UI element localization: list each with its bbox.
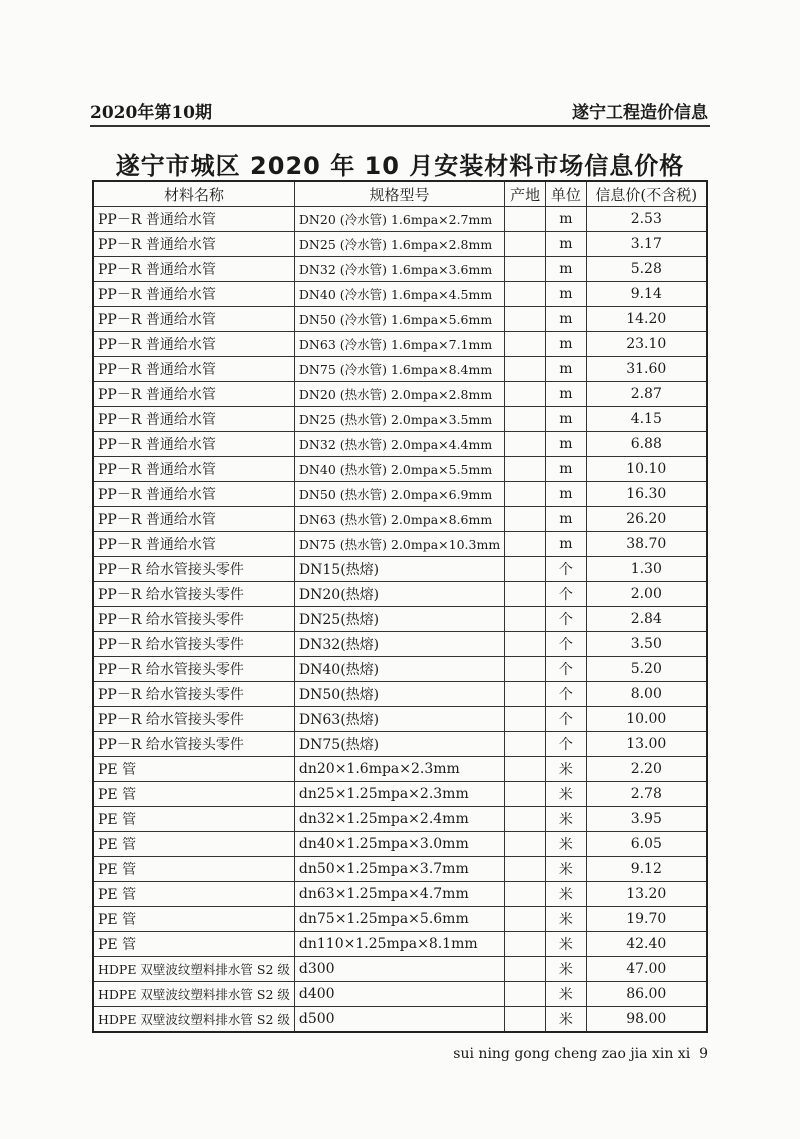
col-header-name: 材料名称: [93, 181, 294, 207]
table-row: [93, 207, 707, 232]
table-row: [93, 657, 707, 682]
cell-origin: [505, 657, 546, 682]
cell-spec: d400: [294, 982, 504, 1007]
table-row: [93, 907, 707, 932]
table-row: [93, 382, 707, 407]
cell-price: 47.00: [586, 957, 707, 982]
cell-price: 5.20: [586, 657, 707, 682]
table-row: [93, 607, 707, 632]
cell-unit: m: [546, 257, 586, 282]
cell-spec: DN50 (冷水管) 1.6mpa×5.6mm: [294, 307, 504, 332]
cell-material-name: PE 管: [93, 757, 294, 782]
cell-price: 9.14: [586, 282, 707, 307]
col-header-origin: 产地: [505, 181, 546, 207]
cell-origin: [505, 282, 546, 307]
cell-material-name: PP－R 普通给水管: [93, 457, 294, 482]
table-row: [93, 707, 707, 732]
cell-unit: m: [546, 407, 586, 432]
table-row: [93, 257, 707, 282]
cell-unit: m: [546, 207, 586, 232]
cell-price: 6.88: [586, 432, 707, 457]
table-row: [93, 757, 707, 782]
table-row: [93, 807, 707, 832]
cell-unit: 个: [546, 682, 586, 707]
cell-spec: DN40 (冷水管) 1.6mpa×4.5mm: [294, 282, 504, 307]
footer: [453, 1046, 708, 1062]
cell-spec: DN25 (冷水管) 1.6mpa×2.8mm: [294, 232, 504, 257]
cell-origin: [505, 532, 546, 557]
cell-price: 13.00: [586, 732, 707, 757]
footer-text: sui ning gong cheng zao jia xin xi: [453, 1046, 691, 1062]
cell-unit: m: [546, 482, 586, 507]
cell-material-name: HDPE 双壁波纹塑料排水管 S2 级: [93, 1007, 294, 1033]
cell-origin: [505, 707, 546, 732]
cell-unit: m: [546, 507, 586, 532]
cell-unit: 米: [546, 782, 586, 807]
cell-spec: DN75 (冷水管) 1.6mpa×8.4mm: [294, 357, 504, 382]
cell-material-name: PP－R 普通给水管: [93, 382, 294, 407]
cell-unit: m: [546, 232, 586, 257]
cell-unit: 米: [546, 957, 586, 982]
cell-material-name: PP－R 普通给水管: [93, 282, 294, 307]
cell-origin: [505, 432, 546, 457]
table-row: [93, 1007, 707, 1033]
cell-spec: DN50(热熔): [294, 682, 504, 707]
cell-material-name: PE 管: [93, 807, 294, 832]
cell-origin: [505, 932, 546, 957]
table-row: [93, 682, 707, 707]
cell-origin: [505, 607, 546, 632]
cell-unit: 个: [546, 657, 586, 682]
cell-price: 14.20: [586, 307, 707, 332]
cell-material-name: PE 管: [93, 882, 294, 907]
cell-spec: d300: [294, 957, 504, 982]
cell-origin: [505, 807, 546, 832]
cell-unit: 米: [546, 857, 586, 882]
cell-price: 98.00: [586, 1007, 707, 1033]
cell-material-name: PP－R 普通给水管: [93, 207, 294, 232]
cell-material-name: PP－R 给水管接头零件: [93, 557, 294, 582]
cell-origin: [505, 407, 546, 432]
cell-unit: 个: [546, 707, 586, 732]
cell-origin: [505, 332, 546, 357]
cell-origin: [505, 507, 546, 532]
cell-material-name: PE 管: [93, 857, 294, 882]
cell-spec: dn40×1.25mpa×3.0mm: [294, 832, 504, 857]
cell-unit: m: [546, 307, 586, 332]
table-row: [93, 782, 707, 807]
publication-name: 遂宁工程造价信息: [572, 103, 708, 123]
table-row: [93, 632, 707, 657]
cell-material-name: PP－R 普通给水管: [93, 357, 294, 382]
table-row: [93, 507, 707, 532]
cell-price: 3.50: [586, 632, 707, 657]
cell-unit: 米: [546, 932, 586, 957]
cell-unit: 米: [546, 907, 586, 932]
cell-origin: [505, 207, 546, 232]
cell-spec: dn75×1.25mpa×5.6mm: [294, 907, 504, 932]
cell-material-name: PP－R 给水管接头零件: [93, 657, 294, 682]
cell-spec: DN32 (冷水管) 1.6mpa×3.6mm: [294, 257, 504, 282]
cell-material-name: PP－R 普通给水管: [93, 507, 294, 532]
cell-unit: m: [546, 332, 586, 357]
cell-material-name: PP－R 给水管接头零件: [93, 707, 294, 732]
cell-unit: 米: [546, 807, 586, 832]
col-header-spec: 规格型号: [294, 181, 504, 207]
cell-unit: 个: [546, 732, 586, 757]
cell-price: 26.20: [586, 507, 707, 532]
table-row: [93, 407, 707, 432]
cell-material-name: PP－R 普通给水管: [93, 332, 294, 357]
price-table: [92, 180, 708, 1033]
cell-origin: [505, 582, 546, 607]
cell-price: 2.78: [586, 782, 707, 807]
table-row: [93, 357, 707, 382]
cell-spec: dn20×1.6mpa×2.3mm: [294, 757, 504, 782]
cell-unit: 米: [546, 832, 586, 857]
cell-origin: [505, 1007, 546, 1033]
cell-unit: m: [546, 432, 586, 457]
table-header-row: [93, 181, 707, 207]
table-row: [93, 982, 707, 1007]
cell-spec: DN25 (热水管) 2.0mpa×3.5mm: [294, 407, 504, 432]
cell-material-name: PP－R 给水管接头零件: [93, 682, 294, 707]
cell-price: 4.15: [586, 407, 707, 432]
cell-spec: DN75(热熔): [294, 732, 504, 757]
cell-material-name: PP－R 普通给水管: [93, 532, 294, 557]
table-row: [93, 282, 707, 307]
cell-material-name: PP－R 普通给水管: [93, 307, 294, 332]
cell-price: 3.95: [586, 807, 707, 832]
cell-material-name: PP－R 给水管接头零件: [93, 732, 294, 757]
table-row: [93, 882, 707, 907]
table-row: [93, 332, 707, 357]
cell-spec: DN15(热熔): [294, 557, 504, 582]
cell-spec: DN63 (热水管) 2.0mpa×8.6mm: [294, 507, 504, 532]
cell-price: 10.10: [586, 457, 707, 482]
cell-price: 9.12: [586, 857, 707, 882]
cell-material-name: PE 管: [93, 932, 294, 957]
cell-unit: 个: [546, 582, 586, 607]
issue-label: 2020年第10期: [90, 103, 212, 123]
cell-origin: [505, 832, 546, 857]
cell-spec: DN50 (热水管) 2.0mpa×6.9mm: [294, 482, 504, 507]
cell-price: 42.40: [586, 932, 707, 957]
cell-spec: dn32×1.25mpa×2.4mm: [294, 807, 504, 832]
cell-unit: m: [546, 532, 586, 557]
table-row: [93, 957, 707, 982]
cell-spec: DN40(热熔): [294, 657, 504, 682]
cell-material-name: PP－R 普通给水管: [93, 407, 294, 432]
cell-price: 13.20: [586, 882, 707, 907]
cell-material-name: HDPE 双壁波纹塑料排水管 S2 级: [93, 957, 294, 982]
cell-price: 6.05: [586, 832, 707, 857]
cell-price: 2.53: [586, 207, 707, 232]
page-number: 9: [699, 1046, 708, 1062]
cell-price: 1.30: [586, 557, 707, 582]
cell-unit: 米: [546, 757, 586, 782]
cell-origin: [505, 357, 546, 382]
cell-unit: 米: [546, 882, 586, 907]
cell-origin: [505, 482, 546, 507]
table-row: [93, 732, 707, 757]
cell-origin: [505, 457, 546, 482]
cell-material-name: PE 管: [93, 907, 294, 932]
table-row: [93, 307, 707, 332]
cell-price: 38.70: [586, 532, 707, 557]
table-row: [93, 582, 707, 607]
cell-spec: DN20 (热水管) 2.0mpa×2.8mm: [294, 382, 504, 407]
cell-unit: m: [546, 382, 586, 407]
cell-unit: m: [546, 457, 586, 482]
cell-spec: dn110×1.25mpa×8.1mm: [294, 932, 504, 957]
cell-origin: [505, 557, 546, 582]
table-row: [93, 532, 707, 557]
cell-unit: m: [546, 357, 586, 382]
table-row: [93, 432, 707, 457]
cell-price: 2.20: [586, 757, 707, 782]
cell-spec: DN32(热熔): [294, 632, 504, 657]
cell-price: 16.30: [586, 482, 707, 507]
cell-material-name: PP－R 普通给水管: [93, 432, 294, 457]
cell-origin: [505, 632, 546, 657]
cell-price: 86.00: [586, 982, 707, 1007]
cell-price: 8.00: [586, 682, 707, 707]
cell-unit: 个: [546, 632, 586, 657]
cell-unit: 米: [546, 1007, 586, 1033]
cell-spec: DN20 (冷水管) 1.6mpa×2.7mm: [294, 207, 504, 232]
table-row: [93, 482, 707, 507]
cell-spec: DN75 (热水管) 2.0mpa×10.3mm: [294, 532, 504, 557]
cell-origin: [505, 382, 546, 407]
table-row: [93, 457, 707, 482]
cell-spec: DN63(热熔): [294, 707, 504, 732]
cell-spec: DN63 (冷水管) 1.6mpa×7.1mm: [294, 332, 504, 357]
cell-price: 5.28: [586, 257, 707, 282]
page-title: 遂宁市城区 2020 年 10 月安装材料市场信息价格: [115, 152, 685, 180]
cell-price: 2.00: [586, 582, 707, 607]
cell-spec: dn50×1.25mpa×3.7mm: [294, 857, 504, 882]
cell-spec: dn63×1.25mpa×4.7mm: [294, 882, 504, 907]
cell-material-name: HDPE 双壁波纹塑料排水管 S2 级: [93, 982, 294, 1007]
cell-unit: 个: [546, 557, 586, 582]
cell-spec: DN40 (热水管) 2.0mpa×5.5mm: [294, 457, 504, 482]
cell-material-name: PP－R 普通给水管: [93, 232, 294, 257]
cell-origin: [505, 732, 546, 757]
table-row: [93, 232, 707, 257]
col-header-unit: 单位: [546, 181, 586, 207]
cell-origin: [505, 982, 546, 1007]
cell-origin: [505, 957, 546, 982]
table-row: [93, 857, 707, 882]
cell-spec: DN32 (热水管) 2.0mpa×4.4mm: [294, 432, 504, 457]
col-header-price: 信息价(不含税): [586, 181, 707, 207]
cell-origin: [505, 757, 546, 782]
cell-unit: 米: [546, 982, 586, 1007]
cell-price: 23.10: [586, 332, 707, 357]
header-rule: [90, 125, 710, 127]
cell-origin: [505, 857, 546, 882]
table-row: [93, 557, 707, 582]
cell-unit: 个: [546, 607, 586, 632]
cell-material-name: PP－R 给水管接头零件: [93, 582, 294, 607]
table-row: [93, 932, 707, 957]
cell-spec: DN20(热熔): [294, 582, 504, 607]
cell-origin: [505, 907, 546, 932]
cell-origin: [505, 257, 546, 282]
cell-spec: dn25×1.25mpa×2.3mm: [294, 782, 504, 807]
cell-material-name: PE 管: [93, 782, 294, 807]
cell-price: 2.87: [586, 382, 707, 407]
cell-unit: m: [546, 282, 586, 307]
cell-origin: [505, 782, 546, 807]
cell-material-name: PE 管: [93, 832, 294, 857]
cell-price: 10.00: [586, 707, 707, 732]
cell-material-name: PP－R 普通给水管: [93, 482, 294, 507]
cell-spec: DN25(热熔): [294, 607, 504, 632]
cell-price: 3.17: [586, 232, 707, 257]
cell-price: 2.84: [586, 607, 707, 632]
cell-origin: [505, 307, 546, 332]
cell-material-name: PP－R 给水管接头零件: [93, 607, 294, 632]
cell-material-name: PP－R 给水管接头零件: [93, 632, 294, 657]
cell-material-name: PP－R 普通给水管: [93, 257, 294, 282]
table-row: [93, 832, 707, 857]
cell-origin: [505, 882, 546, 907]
cell-price: 31.60: [586, 357, 707, 382]
cell-origin: [505, 682, 546, 707]
cell-price: 19.70: [586, 907, 707, 932]
cell-origin: [505, 232, 546, 257]
cell-spec: d500: [294, 1007, 504, 1033]
